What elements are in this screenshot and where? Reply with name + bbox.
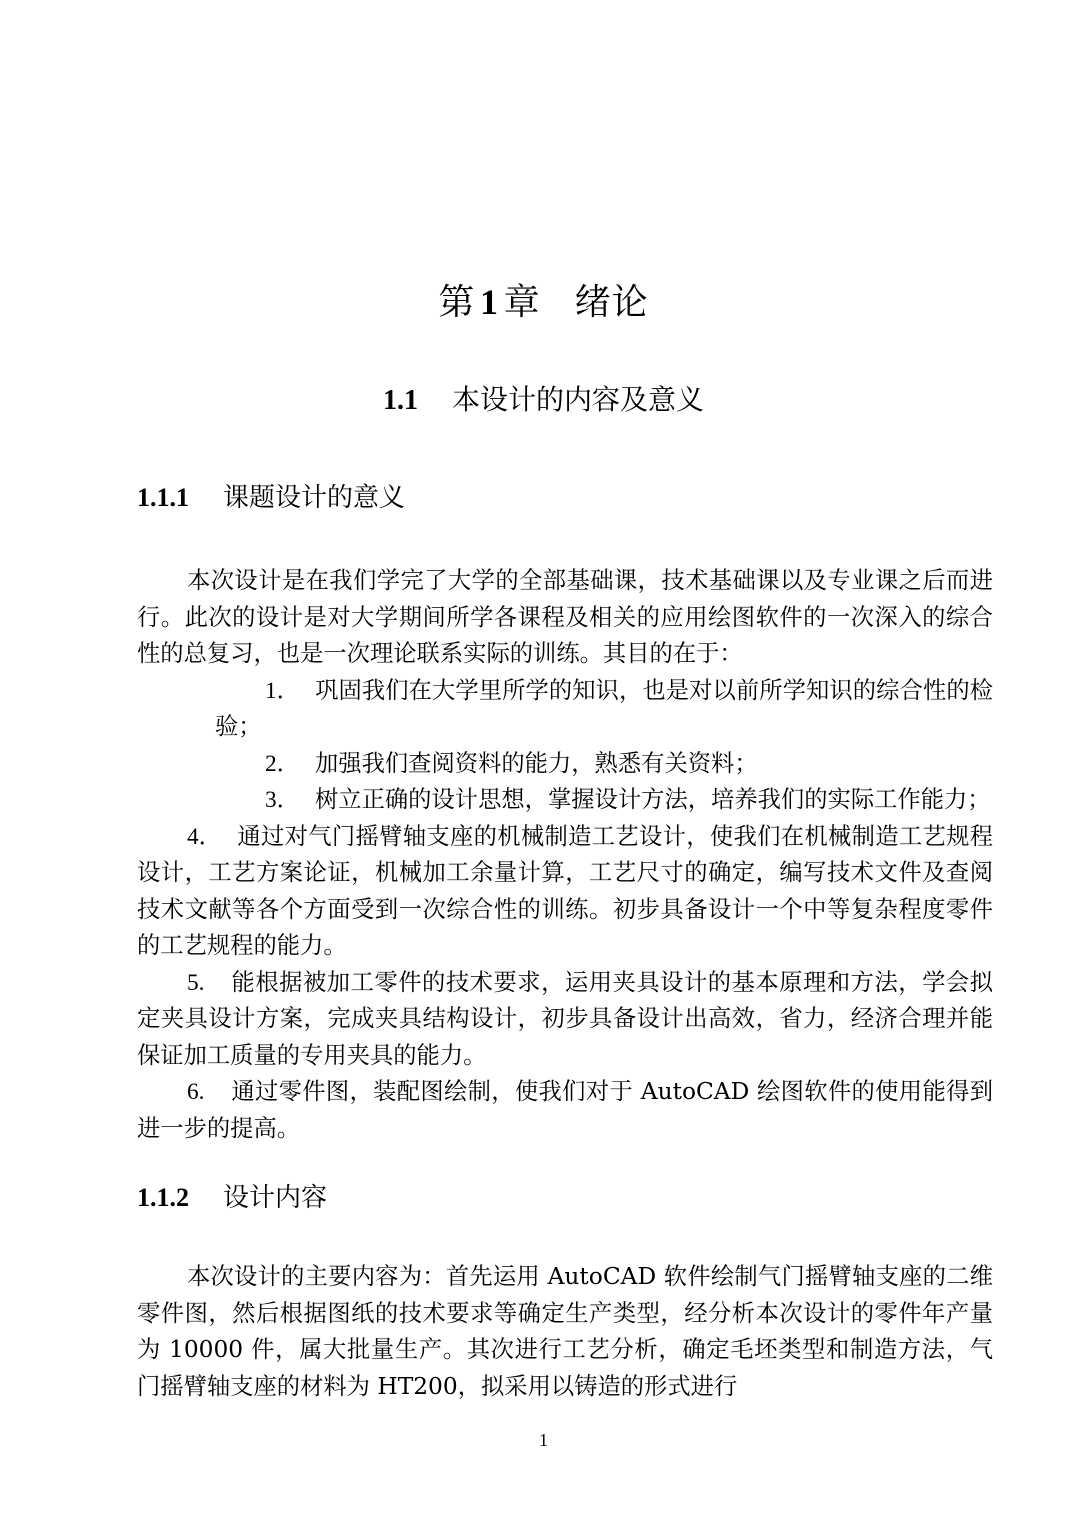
design-content-paragraph: 本次设计的主要内容为：首先运用 AutoCAD 软件绘制气门摇臂轴支座的二维零件图，然后根据图纸的技术要求等确定生产类型，经分析本次设计的零件年产量为 10000 件，属大批量生产。其次进行工艺分析，确定毛坯类型和制造方法，气门摇臂轴支座的材料为 HT200，拟采用以铸造的形式进行	[137, 1263, 993, 1400]
chapter-title	[0, 280, 1087, 325]
list-item-text: 加强我们查阅资料的能力，熟悉有关资料；	[315, 749, 758, 777]
chapter-name: 绪论	[574, 282, 649, 323]
list-item-2	[137, 746, 993, 783]
list-item-4	[137, 819, 993, 965]
subsection-number-1: 1.1.1	[137, 483, 189, 512]
subsection-heading-1	[137, 480, 405, 516]
list-item-6	[137, 1074, 993, 1147]
subsection-body-2	[137, 1259, 993, 1405]
list-item-number: 3．	[265, 787, 300, 813]
section-heading	[0, 380, 1087, 421]
list-item-text: 巩固我们在大学里所学的知识，也是对以前所学知识的综合性的检验；	[215, 676, 993, 740]
list-item-3	[137, 782, 993, 819]
section-name: 本设计的内容及意义	[451, 383, 704, 416]
list-item-text: 能根据被加工零件的技术要求，运用夹具设计的基本原理和方法，学会拟定夹具设计方案，完成夹具结构设计，初步具备设计出高效，省力，经济合理并能保证加工质量的专用夹具的能力。	[137, 968, 993, 1069]
list-item-number: 1．	[265, 677, 300, 704]
list-item-number: 2．	[265, 750, 300, 777]
list-item-1	[137, 673, 993, 746]
section-number: 1.1	[382, 385, 418, 416]
chapter-suffix: 章	[503, 282, 541, 323]
subsection-name-1: 课题设计的意义	[223, 483, 406, 513]
subsection-number-2: 1.1.2	[137, 1183, 189, 1212]
list-item-number: 4．	[187, 823, 222, 850]
page-number: 1	[539, 1430, 548, 1450]
list-item-text: 树立正确的设计思想，掌握设计方法，培养我们的实际工作能力；	[315, 786, 991, 813]
chapter-number: 1	[479, 282, 499, 322]
subsection-heading-2	[137, 1180, 327, 1216]
chapter-prefix: 第	[438, 282, 476, 323]
subsection-body-1	[137, 563, 993, 1147]
subsection-name-2: 设计内容	[223, 1183, 328, 1213]
list-item-number: 5.	[187, 969, 205, 996]
intro-paragraph: 本次设计是在我们学完了大学的全部基础课，技术基础课以及专业课之后而进行。此次的设计是对大学期间所学各课程及相关的应用绘图软件的一次深入的综合性的总复习，也是一次理论联系实际的训练。其目的在于：	[137, 567, 993, 667]
list-item-5	[137, 965, 993, 1075]
list-item-text: 通过对气门摇臂轴支座的机械制造工艺设计，使我们在机械制造工艺规程设计，工艺方案论证，机械加工余量计算，工艺尺寸的确定，编写技术文件及查阅技术文献等各个方面受到一次综合性的训练。初步具备设计一个中等复杂程度零件的工艺规程的能力。	[137, 822, 993, 959]
list-item-number: 6.	[187, 1079, 205, 1105]
list-item-text: 通过零件图，装配图绘制，使我们对于 AutoCAD 绘图软件的使用能得到进一步的提高。	[137, 1078, 993, 1142]
